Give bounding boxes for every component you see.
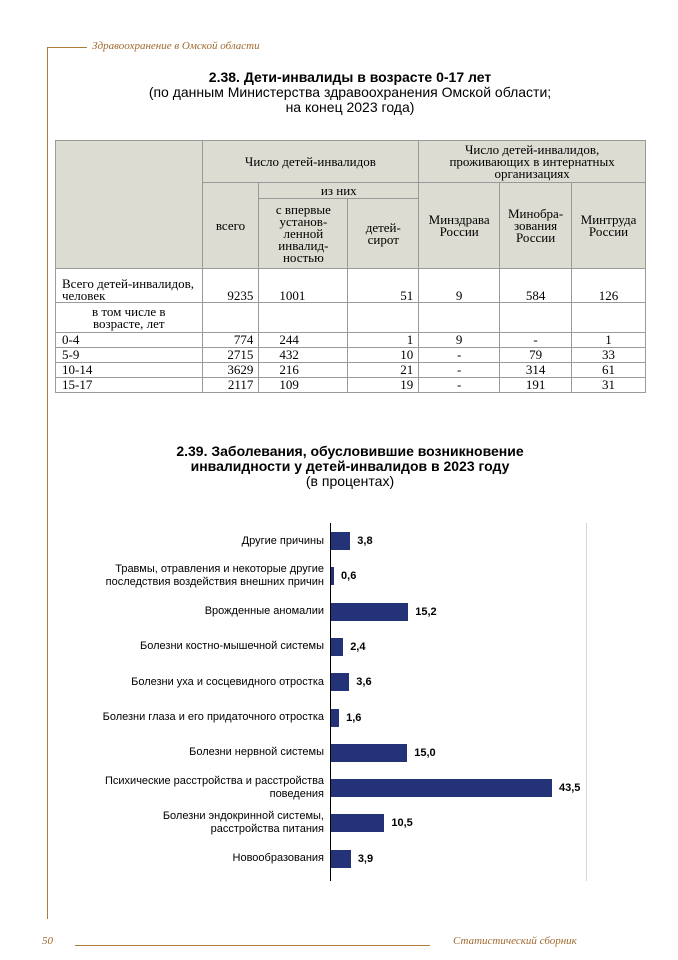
running-header: Здравоохранение в Омской области — [92, 40, 260, 52]
cell-minobr: 79 — [500, 348, 572, 363]
category-label: Травмы, отравления и некоторые другие последствия воздействия внешних причин — [105, 563, 324, 589]
cell-minzdrav: 9 — [419, 333, 500, 348]
cell-minzdrav: - — [419, 348, 500, 363]
cell-first-time: 216 — [259, 363, 348, 378]
frame-top-line — [47, 47, 87, 48]
cell-mintrud: 33 — [572, 348, 646, 363]
table-row — [56, 378, 646, 393]
cell-mintrud: 31 — [572, 378, 646, 393]
value-label: 3,6 — [356, 676, 372, 689]
cell-total: 2715 — [202, 348, 259, 363]
bar — [331, 709, 339, 727]
value-label: 10,5 — [391, 817, 413, 830]
category-label: Врожденные аномалии — [204, 605, 324, 618]
value-label: 1,6 — [346, 711, 362, 724]
cell-minobr: 191 — [500, 378, 572, 393]
cell-mintrud — [572, 303, 646, 333]
row-label: 0-4 — [56, 333, 203, 348]
table-row — [56, 303, 646, 333]
header-of-which: из них — [259, 183, 419, 199]
table-row — [56, 269, 646, 303]
cell-orphans: 51 — [348, 269, 419, 303]
footer-publication: Статистический сборник — [453, 935, 577, 947]
row-label: 5-9 — [56, 348, 203, 363]
value-label: 3,8 — [357, 535, 373, 547]
bar — [331, 673, 349, 691]
table-title-block — [60, 70, 640, 115]
bar — [331, 744, 407, 762]
cell-mintrud: 61 — [572, 363, 646, 378]
cell-minzdrav: - — [419, 378, 500, 393]
table-title: 2.38. Дети-инвалиды в возрасте 0-17 лет — [208, 69, 492, 85]
value-label: 43,5 — [559, 782, 581, 795]
cell-total: 774 — [202, 333, 259, 348]
cell-orphans — [348, 303, 419, 333]
chart-right-border — [586, 523, 587, 881]
header-minobr: Минобра-зования России — [500, 183, 572, 269]
bar — [331, 567, 334, 585]
chart-subtitle: (в процентах) — [305, 473, 395, 489]
cell-orphans: 1 — [348, 333, 419, 348]
cell-total: 3629 — [202, 363, 259, 378]
cell-total: 9235 — [202, 269, 259, 303]
cell-minzdrav: 9 — [419, 269, 500, 303]
header-count-group: Число детей-инвалидов — [202, 141, 419, 183]
cell-mintrud: 126 — [572, 269, 646, 303]
cell-orphans: 21 — [348, 363, 419, 378]
header-mintrud: Минтруда России — [572, 183, 646, 269]
header-orphans: детей-сирот — [348, 199, 419, 269]
cell-minobr: 584 — [500, 269, 572, 303]
value-label: 0,6 — [341, 570, 357, 583]
category-label: Болезни нервной системы — [189, 746, 324, 759]
table-corner-cell — [56, 141, 203, 269]
cell-first-time: 1001 — [259, 269, 348, 303]
header-first-time: с впервые установ-ленной инвалид-ностью — [259, 199, 348, 269]
row-label: в том числе в возрасте, лет — [56, 303, 203, 333]
row-label: 10-14 — [56, 363, 203, 378]
disabled-children-table — [55, 140, 646, 393]
cell-minobr: 314 — [500, 363, 572, 378]
category-label: Новообразования — [232, 852, 324, 865]
table-row — [56, 363, 646, 378]
cell-first-time: 109 — [259, 378, 348, 393]
cell-orphans: 10 — [348, 348, 419, 363]
chart-title-line-2: инвалидности у детей-инвалидов в 2023 году — [190, 458, 510, 474]
value-label: 2,4 — [350, 640, 366, 653]
cell-mintrud: 1 — [572, 333, 646, 348]
chart-title-block — [60, 444, 640, 489]
cell-minzdrav: - — [419, 363, 500, 378]
cell-total: 2117 — [202, 378, 259, 393]
cell-total — [202, 303, 259, 333]
table-row — [56, 333, 646, 348]
cell-minzdrav — [419, 303, 500, 333]
category-label: Болезни костно-мышечной системы — [140, 640, 324, 653]
header-total: всего — [202, 183, 259, 269]
page-number: 50 — [42, 935, 53, 947]
cell-first-time: 244 — [259, 333, 348, 348]
category-label: Психические расстройства и расстройства поведения — [105, 775, 324, 801]
table-subtitle-2: на конец 2023 года) — [285, 99, 415, 115]
value-label: 15,2 — [415, 605, 437, 618]
header-residents-group: Число детей-инвалидов, проживающих в интернатных организациях — [419, 141, 646, 183]
table-subtitle-1: (по данным Министерства здравоохранения Омской области; — [148, 84, 552, 100]
cell-minobr — [500, 303, 572, 333]
table-row — [56, 348, 646, 363]
category-label: Другие причины — [241, 534, 324, 547]
cell-first-time — [259, 303, 348, 333]
chart-title-line-1: 2.39. Заболевания, обусловившие возникновение — [176, 443, 524, 459]
cell-minobr: - — [500, 333, 572, 348]
bar — [331, 603, 408, 621]
row-label: 15-17 — [56, 378, 203, 393]
footer-line — [75, 945, 430, 946]
category-label: Болезни уха и сосцевидного отростка — [131, 675, 324, 688]
bar — [331, 532, 350, 550]
category-label: Болезни эндокринной системы, расстройства питания — [162, 810, 324, 836]
value-label: 3,9 — [357, 852, 374, 865]
cell-orphans: 19 — [348, 378, 419, 393]
bar — [331, 638, 343, 656]
bar — [331, 779, 552, 797]
bar — [331, 814, 384, 832]
category-label: Болезни глаза и его придаточного отростка — [102, 711, 324, 723]
header-minzdrav: Минздрава России — [419, 183, 500, 269]
value-label: 15,0 — [414, 746, 436, 759]
cell-first-time: 432 — [259, 348, 348, 363]
row-label: Всего детей-инвалидов, человек — [56, 269, 203, 303]
bar — [331, 850, 351, 868]
